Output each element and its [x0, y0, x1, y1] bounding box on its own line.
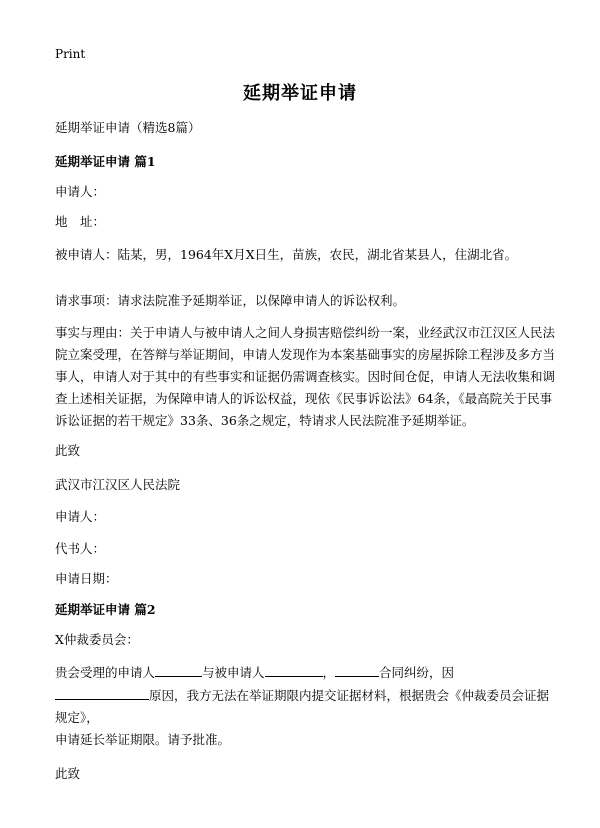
facts-paragraph: 事实与理由：关于申请人与被申请人之间人身损害赔偿纠纷一案，业经武汉市江汉区人民法院立案受理，在答辩与举证期间，申请人发现作为本案基础事实的房屋拆除工程涉及多方当事人，申请人对于其中的有些事实和证据仍需调查核实。因时间仓促，申请人无法收集和调查上述相关证据，为保障申请人的诉讼权益，现依《民事诉讼法》64条，《最高院关于民事诉讼证据的若干规定》33条、36条之规定，特请求人民法院准予延期举证。	[55, 325, 556, 428]
salutation-1: 此致	[55, 443, 81, 458]
body-text-5: 原因，我方无法在举证期限内提交证据材料，根据贵会《仲裁委员会证据规定》，	[55, 688, 550, 725]
section2-body-paragraph	[55, 661, 555, 729]
salutation-2: 此致	[55, 766, 81, 781]
address-line: 地 址：	[55, 214, 106, 229]
applicant-line: 申请人：	[55, 184, 106, 199]
respondent-paragraph: 被申请人：陆某，男，1964年X月X日生，苗族，农民，湖北省某县人，住湖北省。	[55, 247, 518, 262]
agent-line: 代书人：	[55, 541, 106, 556]
print-link[interactable]: Print	[55, 47, 86, 61]
section2-heading: 延期举证申请 篇2	[55, 602, 156, 617]
section2-request-line: 申请延长举证期限。请予批准。	[55, 732, 231, 747]
document-title: 延期举证申请	[243, 83, 357, 104]
body-text-3: ，	[322, 665, 336, 680]
blank-reason	[55, 684, 149, 700]
addressee-line: X仲裁委员会：	[55, 632, 139, 647]
request-paragraph: 请求事项：请求法院准予延期举证，以保障申请人的诉讼权利。	[55, 293, 406, 308]
court-name: 武汉市江汉区人民法院	[55, 477, 181, 492]
body-text-1: 贵会受理的申请人	[55, 665, 156, 680]
blank-applicant	[155, 661, 202, 677]
blank-respondent	[265, 661, 323, 677]
blank-contract	[335, 661, 379, 677]
document-subtitle: 延期举证申请（精选8篇）	[55, 120, 201, 135]
applicant-signature: 申请人：	[55, 509, 106, 524]
body-text-2: 与被申请人	[202, 665, 265, 680]
date-line: 申请日期：	[55, 571, 118, 586]
body-text-4: 合同纠纷，因	[379, 665, 455, 680]
section1-heading: 延期举证申请 篇1	[55, 154, 156, 169]
